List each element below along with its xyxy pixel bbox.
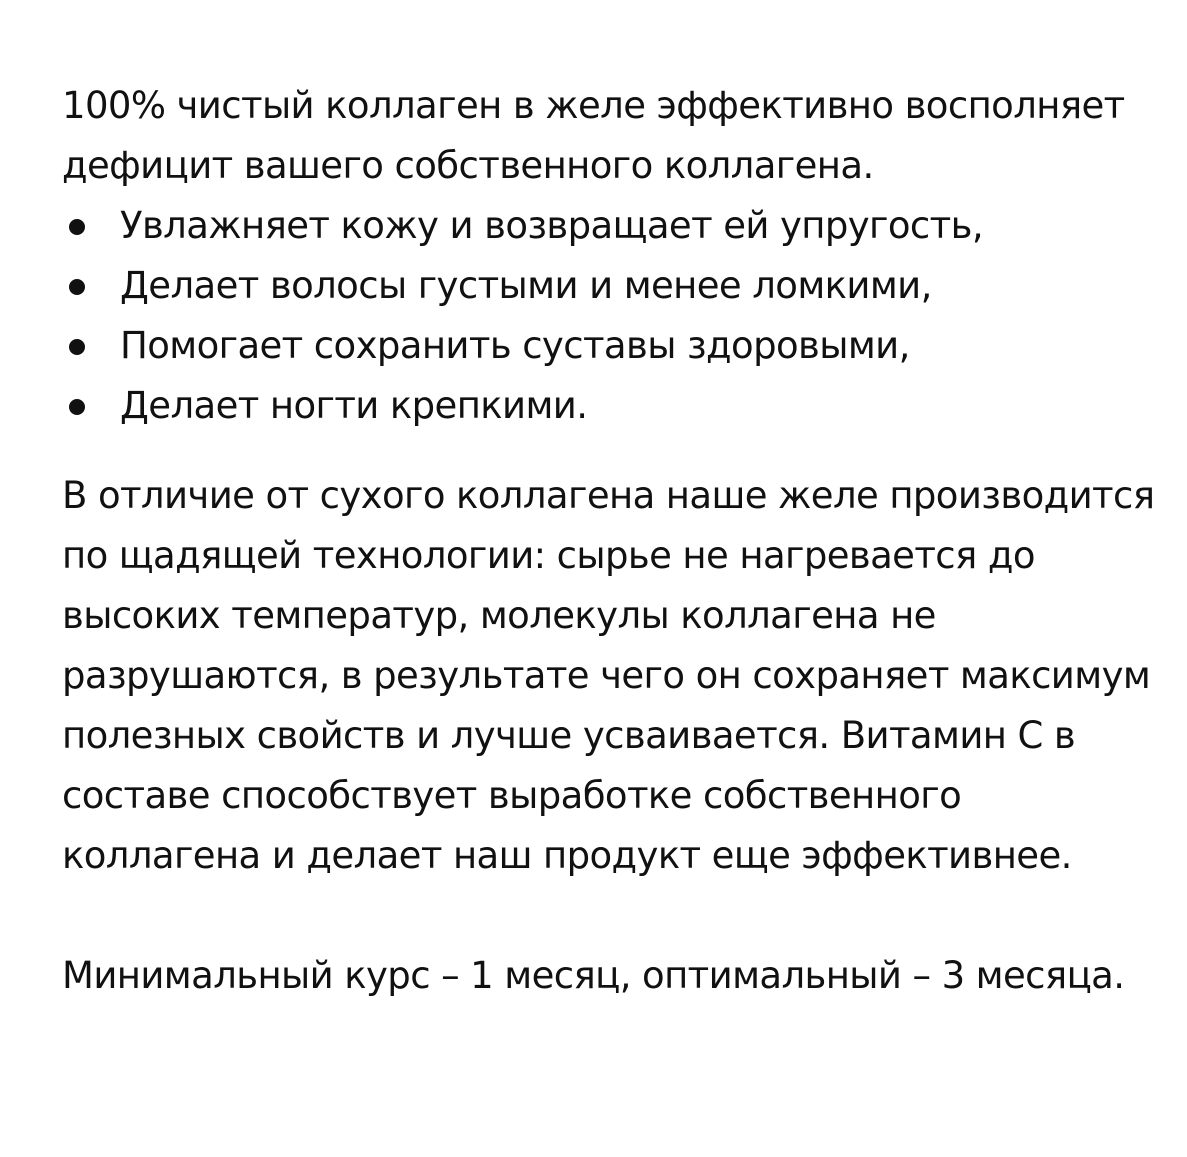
description-line: полезных свойств и лучше усваивается. Витамин С в	[62, 714, 1076, 757]
benefit-text: Делает ногти крепкими.	[120, 384, 588, 427]
description-line: В отличие от сухого коллагена наше желе производится	[62, 474, 1155, 517]
benefit-text: Увлажняет кожу и возвращает ей упругость,	[120, 204, 983, 247]
benefit-item	[62, 196, 983, 256]
description-line: коллагена и делает наш продукт еще эффективнее.	[62, 834, 1072, 877]
bullet-icon	[69, 279, 85, 295]
benefit-text: Помогает сохранить суставы здоровыми,	[120, 324, 910, 367]
description-line: высоких температур, молекулы коллагена не	[62, 594, 936, 637]
benefit-item	[62, 256, 983, 316]
bullet-icon	[69, 399, 85, 415]
intro-line: дефицит вашего собственного коллагена.	[62, 144, 874, 187]
course-duration-text	[62, 946, 1172, 1006]
intro-paragraph	[62, 76, 1172, 196]
benefit-item	[62, 316, 983, 376]
description-line: разрушаются, в результате чего он сохраняет максимум	[62, 654, 1151, 697]
bullet-icon	[69, 219, 85, 235]
course-line: Минимальный курс – 1 месяц, оптимальный – 3 месяца.	[62, 954, 1125, 997]
bullet-icon	[69, 339, 85, 355]
description-paragraph	[62, 466, 1172, 886]
benefits-list	[62, 196, 983, 436]
benefit-item	[62, 376, 983, 436]
description-line: составе способствует выработке собственного	[62, 774, 962, 817]
description-line: по щадящей технологии: сырье не нагревается до	[62, 534, 1035, 577]
benefit-text: Делает волосы густыми и менее ломкими,	[120, 264, 932, 307]
intro-line: 100% чистый коллаген в желе эффективно восполняет	[62, 84, 1125, 127]
